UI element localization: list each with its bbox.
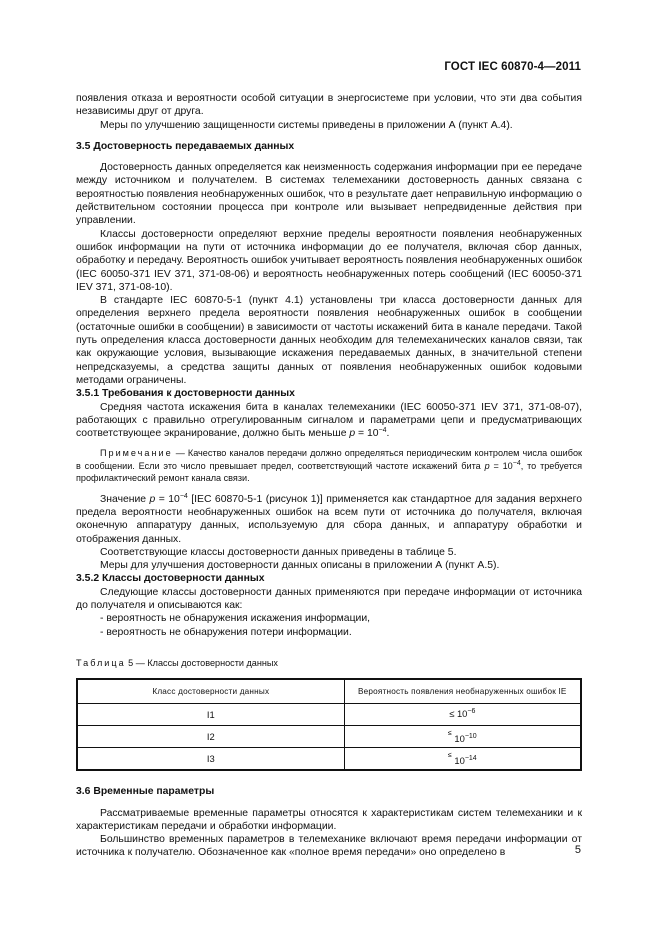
section-heading-3-5-1: 3.5.1 Требования к достоверности данных	[76, 388, 295, 400]
value-base: 10	[454, 733, 465, 745]
table-row	[77, 704, 581, 726]
list-item: - вероятность не обнаружения потери информации.	[100, 626, 352, 638]
paragraph	[76, 493, 582, 546]
table-caption-text: 5 — Классы достоверности данных	[125, 657, 278, 668]
table-header-probability: Вероятность появления необнаруженных ошибок IE	[344, 679, 581, 704]
table-header-class: Класс достоверности данных	[77, 679, 344, 704]
table-cell-probability	[344, 748, 581, 771]
table-cell-class: I1	[77, 704, 344, 726]
le-sign: ≤	[447, 730, 452, 738]
text: [IEC 60870-5-1 (рисунок 1)] применяется как стандартное для задания верхнего предела вероятности необнаруженных ошибок на всем пути от источника до получателя, включая оконечную аппаратуру данных, используемую для сбора данных, и аппаратуру обработки и отображения данных.	[76, 493, 582, 545]
text: , то требуется профилактический ремонт канала связи.	[76, 460, 582, 484]
paragraph: Следующие классы достоверности данных применяются при передаче информации от источника до получателя и описываются как:	[76, 586, 582, 612]
paragraph: Большинство временных параметров в телемеханике включают время передачи информации от источника к получателю. Обозначенное как «полное время передачи» оно определено в	[76, 834, 582, 859]
value-exponent: −6	[467, 708, 476, 716]
text: = 10	[155, 493, 180, 505]
table-cell-probability	[344, 726, 581, 748]
document-header: ГОСТ IEC 60870-4—2011	[444, 61, 581, 73]
table-row	[77, 726, 581, 748]
section-heading-3-6: 3.6 Временные параметры	[76, 786, 215, 798]
text: Значение	[100, 493, 150, 505]
section-heading-3-5-2: 3.5.2 Классы достоверности данных	[76, 573, 265, 585]
value-base: 10	[456, 708, 468, 720]
list-item: - вероятность не обнаружения искажения информации,	[100, 613, 371, 625]
text: — Качество каналов передачи должно определяться периодическим контролем числа ошибок в сообщении. Если это число превышает предел, соответствующий частоте искажений бита	[76, 448, 582, 471]
value-exponent: −14	[464, 755, 477, 763]
symbol-p: p	[484, 460, 490, 471]
paragraph	[76, 401, 582, 441]
paragraph: В стандарте IEC 60870-5-1 (пункт 4.1) установлены три класса достоверности данных для определения верхнего предела вероятности появления необнаруженных ошибок в сообщении (остаточные ошибки в сообщении) в зависимости от частоты искажений бита в канале передачи. Такой путь определения класса достоверности данных необходим для телемеханических каналов связи, так как окружающие условия, вызывающие искажения передаваемых данных, в значительной степени непредсказуемы, а средства защиты данных от появления необнаруженных ошибок кодовыми методами ограничены.	[76, 295, 582, 386]
value-exponent: −10	[464, 733, 477, 741]
section-heading-3-5: 3.5 Достоверность передаваемых данных	[76, 140, 295, 152]
symbol-p: p	[149, 493, 156, 505]
text: Средняя частота искажения бита в каналах телемеханики (IEC 60050-371 IEV 371, 371-08-07), работающих с правильно отрегулированным сигналом и параметрами цепи и предусматривающих соответствующее экранирование, должно быть меньше	[76, 401, 582, 440]
table-caption	[76, 657, 582, 670]
le-sign: ≤	[449, 708, 455, 720]
le-sign: ≤	[447, 752, 452, 760]
table-header-row	[77, 679, 581, 704]
paragraph: Соответствующие классы достоверности данных приведены в таблице 5.	[100, 546, 457, 558]
exponent: −4	[378, 427, 387, 435]
paragraph: появления отказа и вероятности особой ситуации в энергосистеме при условии, что эти два события независимы друг от друга.	[76, 93, 582, 118]
text: .	[386, 428, 390, 440]
page-number: 5	[574, 844, 581, 856]
note-label: Примечание	[100, 448, 173, 459]
paragraph: Достоверность данных определяется как неизменность содержания информации при ее передаче между источником и получателем. В системах телемеханики достоверность данных связана с вероятностью появления необнаруженных ошибок, что в результате дает неправильную информацию о действительном состоянии процесса при контроле или вызывает непредвиденные действия при управлении.	[76, 162, 582, 227]
table-cell-probability	[344, 704, 581, 726]
paragraph: Меры по улучшению защищенности системы приведены в приложении А (пункт А.4).	[100, 119, 513, 131]
paragraph: Классы достоверности определяют верхние пределы вероятности появления необнаруженных ошибок информации на пути от источника информации до ее получателя, включая сбор данных, обработку и передачу. Вероятность ошибок учитывает вероятность появления необнаруженных ошибок (IEC 60050-371 IEV 371, 371-08-06) и вероятность необнаруженных потерь сообщений (IEC 60050-371 IEV 371, 371-08-10).	[76, 228, 582, 293]
paragraph: Меры для улучшения достоверности данных описаны в приложении А (пункт А.5).	[100, 560, 500, 572]
reliability-classes-table	[76, 678, 582, 771]
value-base: 10	[454, 755, 465, 767]
paragraph: Рассматриваемые временные параметры относятся к характеристикам систем телемеханики и к характеристикам передачи и обработки информации.	[76, 807, 582, 832]
text: = 10	[489, 460, 513, 471]
table-caption-label: Таблица	[76, 657, 126, 668]
note	[76, 447, 582, 484]
exponent: −4	[512, 459, 521, 467]
symbol-p: p	[349, 428, 356, 440]
table-row	[77, 748, 581, 771]
exponent: −4	[179, 492, 188, 500]
text: = 10	[355, 428, 379, 440]
table-cell-class: I2	[77, 726, 344, 748]
page-content	[76, 92, 582, 860]
table-cell-class: I3	[77, 748, 344, 771]
